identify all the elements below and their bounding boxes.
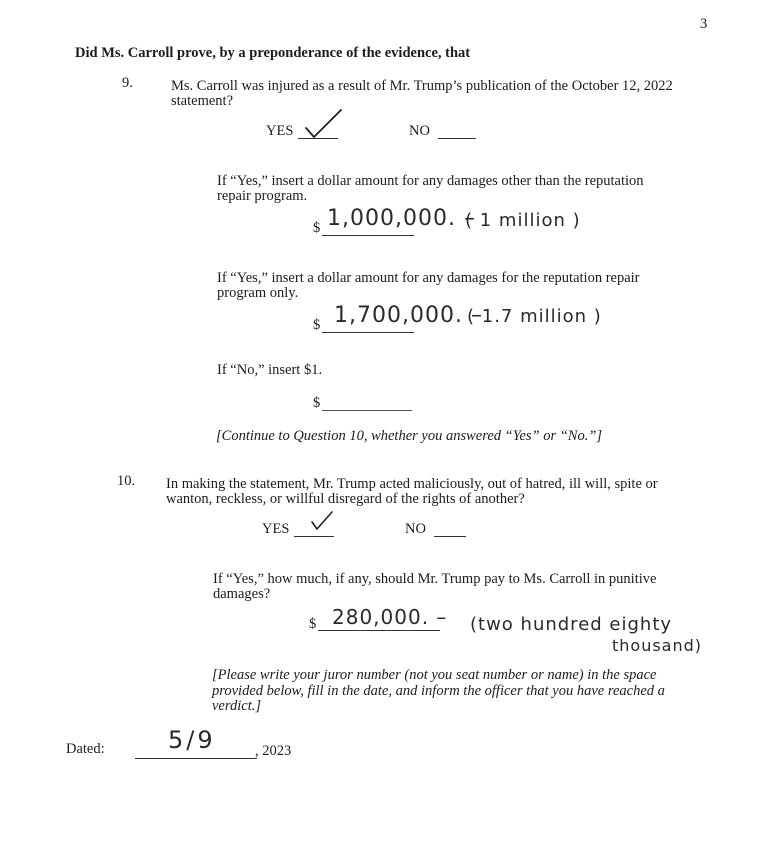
q10-yes-checkmark-icon: [310, 510, 334, 534]
q9-damages-currency: $: [313, 220, 321, 236]
q10-yes-label: YES: [262, 521, 290, 537]
q10-punitive-amount: 280,000. –: [332, 605, 448, 629]
q10-instruction-line1: [Please write your juror number (not you seat number or name) in the space: [212, 667, 657, 683]
q9-reputation-currency: $: [313, 317, 321, 333]
q9-reputation-prompt-line2: program only.: [217, 285, 299, 301]
q9-damages-amount: 1,000,000. –: [327, 206, 476, 231]
q9-yes-checkmark-icon: [304, 108, 344, 140]
q9-reputation-words: ( 1.7 million ): [467, 306, 602, 327]
q10-punitive-prompt-line2: damages?: [213, 586, 271, 602]
q10-no-line[interactable]: [434, 536, 466, 537]
q9-no-label: NO: [409, 123, 430, 139]
q9-damages-prompt-line2: repair program.: [217, 188, 308, 204]
q9-reputation-line[interactable]: [322, 332, 414, 333]
q9-no-amount-line[interactable]: [322, 410, 412, 411]
q9-no-prompt: If “No,” insert $1.: [217, 362, 323, 378]
date-handwritten: 5/9: [168, 726, 216, 754]
q10-punitive-words-line2: thousand): [612, 636, 703, 655]
question-10-text-line2: wanton, reckless, or willful disregard of the rights of another?: [166, 491, 525, 507]
dated-label: Dated:: [66, 741, 105, 757]
q9-damages-line[interactable]: [322, 235, 414, 236]
question-9-text-line2: statement?: [171, 93, 234, 109]
date-year: , 2023: [255, 743, 292, 759]
q10-punitive-words-line1: (two hundred eighty: [470, 614, 673, 635]
q9-damages-words: ( 1 million ): [465, 210, 581, 231]
q10-punitive-line[interactable]: [318, 630, 440, 631]
q9-continue-note: [Continue to Question 10, whether you answered “Yes” or “No.”]: [216, 428, 603, 444]
q10-yes-line[interactable]: [294, 536, 334, 537]
q10-no-label: NO: [405, 521, 426, 537]
q9-no-currency: $: [313, 395, 321, 411]
q10-punitive-currency: $: [309, 616, 317, 632]
question-9-number: 9.: [122, 75, 133, 91]
q10-instruction-line3: verdict.]: [212, 698, 261, 714]
page-number: 3: [700, 16, 708, 32]
question-heading: Did Ms. Carroll prove, by a preponderance of the evidence, that: [75, 45, 471, 61]
date-line[interactable]: [135, 758, 257, 759]
q9-yes-label: YES: [266, 123, 294, 139]
question-10-text-line1: In making the statement, Mr. Trump acted maliciously, out of hatred, ill will, spite or: [166, 476, 658, 492]
question-10-number: 10.: [117, 473, 136, 489]
question-9-text-line1: Ms. Carroll was injured as a result of Mr. Trump’s publication of the October 12, 2022: [171, 78, 673, 94]
q9-no-line[interactable]: [438, 138, 476, 139]
q9-reputation-amount: 1,700,000. –: [334, 303, 483, 328]
q10-punitive-prompt-line1: If “Yes,” how much, if any, should Mr. Trump pay to Ms. Carroll in punitive: [213, 571, 657, 587]
q10-instruction-line2: provided below, fill in the date, and inform the officer that you have reached a: [212, 683, 665, 699]
q9-damages-prompt-line1: If “Yes,” insert a dollar amount for any damages other than the reputation: [217, 173, 644, 189]
q9-reputation-prompt-line1: If “Yes,” insert a dollar amount for any damages for the reputation repair: [217, 270, 640, 286]
